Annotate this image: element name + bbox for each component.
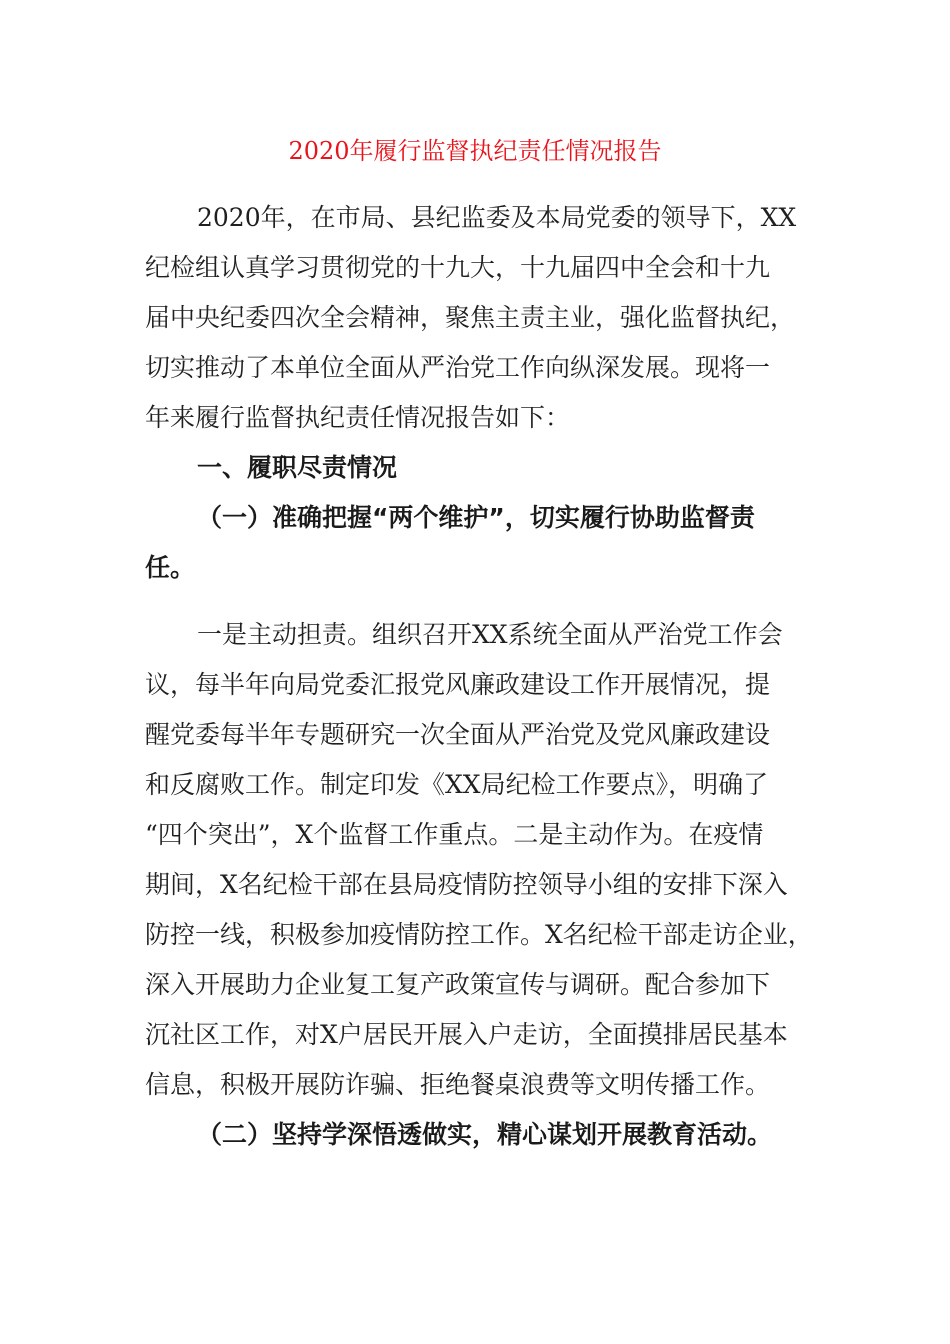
intro-line-4: 切实推动了本单位全面从严治党工作向纵深发展。现将一 — [145, 353, 771, 382]
body-line-7: 防控一线，积极参加疫情防控工作。X名纪检干部走访企业， — [145, 920, 813, 949]
body-line-1: 一是主动担责。组织召开XX系统全面从严治党工作会 — [197, 620, 783, 649]
body-line-9: 沉社区工作，对X户居民开展入户走访，全面摸排居民基本 — [145, 1020, 788, 1049]
subsection-1-heading-line-1: （一）准确把握“两个维护”，切实履行协助监督责 — [197, 503, 755, 532]
subsection-2-heading: （二）坚持学深悟透做实，精心谋划开展教育活动。 — [197, 1120, 773, 1149]
body-line-3: 醒党委每半年专题研究一次全面从严治党及党风廉政建设 — [145, 720, 771, 749]
intro-line-3: 届中央纪委四次全会精神，聚焦主责主业，强化监督执纪， — [145, 303, 796, 332]
body-line-10: 信息，积极开展防诈骗、拒绝餐桌浪费等文明传播工作。 — [145, 1070, 771, 1099]
intro-line-1: 2020年，在市局、县纪监委及本局党委的领导下，XX — [197, 203, 797, 232]
body-line-4: 和反腐败工作。制定印发《XX局纪检工作要点》，明确了 — [145, 770, 769, 799]
body-line-2: 议，每半年向局党委汇报党风廉政建设工作开展情况，提 — [145, 670, 771, 699]
intro-line-5: 年来履行监督执纪责任情况报告如下： — [145, 403, 571, 432]
section-1-heading: 一、履职尽责情况 — [197, 453, 398, 482]
document-title: 2020年履行监督执纪责任情况报告 — [288, 137, 662, 165]
body-line-8: 深入开展助力企业复工复产政策宣传与调研。配合参加下 — [145, 970, 771, 999]
intro-line-2: 纪检组认真学习贯彻党的十九大，十九届四中全会和十九 — [145, 253, 771, 282]
body-line-5: “四个突出”，X个监督工作重点。二是主动作为。在疫情 — [145, 820, 764, 849]
subsection-1-heading-line-2: 任。 — [145, 553, 196, 582]
body-line-6: 期间，X名纪检干部在县局疫情防控领导小组的安排下深入 — [145, 870, 788, 899]
